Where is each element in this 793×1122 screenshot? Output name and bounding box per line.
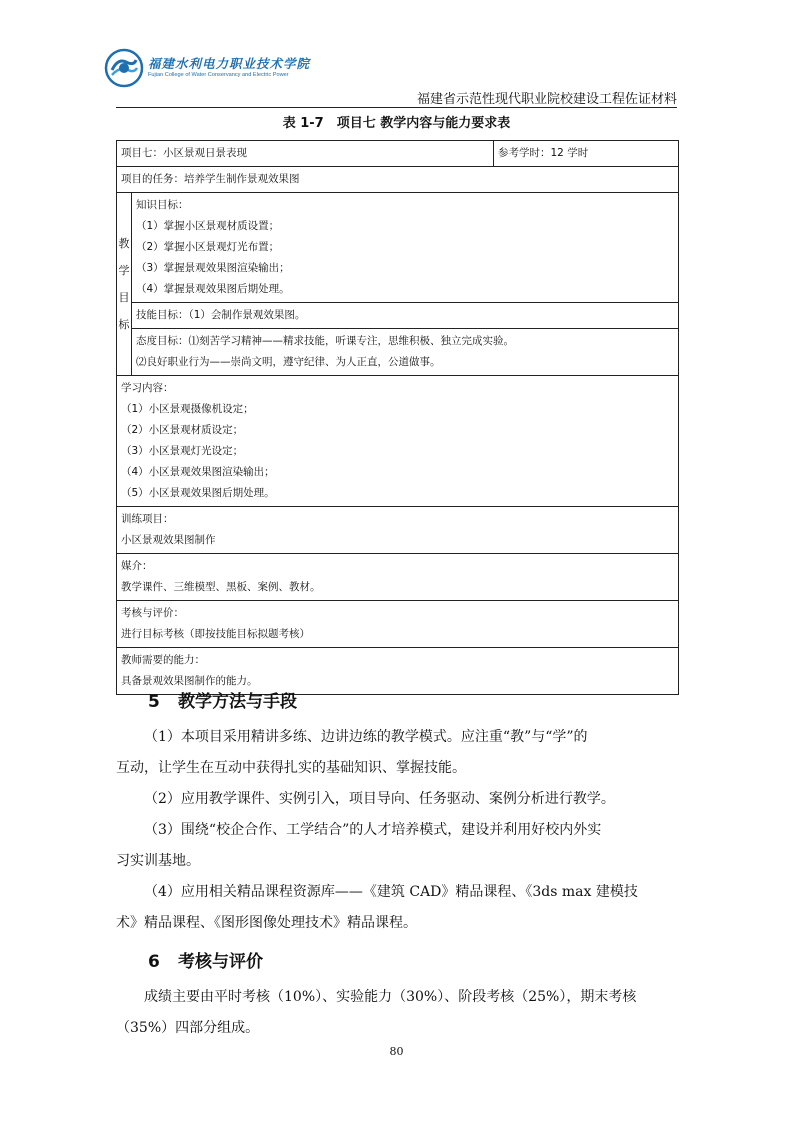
paragraph-line: 术》精品课程、《图形图像处理技术》精品课程。 [116, 915, 417, 931]
assessment-value: 进行目标考核（即按技能目标拟题考核） [121, 628, 310, 640]
table-title: 表 1-7 项目七 教学内容与能力要求表 [282, 116, 511, 131]
table-row [117, 376, 679, 507]
goals-label-char: 教 [118, 237, 130, 250]
goals-label-char: 学 [118, 264, 130, 277]
knowledge-item: （4）掌握景观效果图后期处理。 [136, 283, 290, 295]
media-cell [117, 554, 679, 601]
attitude-line: ⑵良好职业行为——崇尚文明，遵守纪律、为人正直，公道做事。 [136, 356, 441, 368]
training-cell [117, 507, 679, 554]
ability-title: 教师需要的能力： [121, 654, 205, 666]
assessment-cell [117, 601, 679, 648]
section-6-body [116, 982, 679, 1044]
ability-value: 具备景观效果图制作的能力。 [121, 675, 258, 687]
section-5-body [116, 722, 679, 939]
learning-item: （4）小区景观效果图渲染输出； [121, 466, 275, 478]
logo-english-name: Fujian College of Water Conservancy and Electric Power [148, 72, 289, 78]
paragraph-line: 习实训基地。 [116, 853, 200, 869]
learning-item: （1）小区景观摄像机设定； [121, 403, 254, 415]
paragraph-line: （1）本项目采用精讲多练、边讲边练的教学模式。应注重“教”与“学”的 [144, 729, 588, 745]
knowledge-item: （3）掌握景观效果图渲染输出； [136, 262, 290, 274]
section-5-heading [148, 687, 297, 712]
table-row [117, 601, 679, 648]
project-cell: 项目七：小区景观日景表现 [117, 141, 494, 167]
knowledge-item: （2）掌握小区景观灯光布置； [136, 241, 280, 253]
attitude-goals-cell [132, 329, 679, 376]
school-emblem-icon [104, 48, 144, 88]
section-number: 6 [148, 952, 160, 972]
media-title: 媒介： [121, 560, 153, 572]
table-row [117, 507, 679, 554]
section-number: 5 [148, 692, 160, 712]
table-row [117, 193, 679, 303]
logo-chinese-name: 福建水利电力职业技术学院 [148, 56, 311, 71]
table-row [117, 554, 679, 601]
knowledge-item: （1）掌握小区景观材质设置； [136, 220, 280, 232]
goals-label-char: 目 [118, 291, 130, 304]
header-divider [116, 107, 677, 108]
training-value: 小区景观效果图制作 [121, 534, 216, 546]
knowledge-goals-cell [132, 193, 679, 303]
section-6-heading [148, 947, 263, 972]
table-row [117, 329, 679, 376]
media-value: 教学课件、三维模型、黑板、案例、教材。 [121, 581, 321, 593]
goals-label-cell [117, 193, 132, 376]
goals-label-char: 标 [118, 318, 130, 331]
skill-goals-cell: 技能目标：（1）会制作景观效果图。 [132, 303, 679, 329]
table-row [117, 303, 679, 329]
learning-item: （3）小区景观灯光设定； [121, 445, 244, 457]
table-row [117, 141, 679, 167]
section-title: 教学方法与手段 [178, 692, 297, 712]
task-cell: 项目的任务：培养学生制作景观效果图 [117, 167, 679, 193]
paragraph-line: 成绩主要由平时考核（10%）、实验能力（30%）、阶段考核（25%），期末考核 [144, 989, 637, 1005]
page-header [0, 0, 793, 110]
institution-header: 福建省示范性现代职业院校建设工程佐证材料 [416, 92, 677, 107]
assessment-title: 考核与评价： [121, 607, 184, 619]
table-row [117, 167, 679, 193]
school-logo [104, 48, 311, 92]
paragraph-line: （4）应用相关精品课程资源库——《建筑 CAD》精品课程、《3ds max 建模技 [144, 884, 638, 900]
content-requirements-table [116, 140, 679, 695]
paragraph-line: 互动，让学生在互动中获得扎实的基础知识、掌握技能。 [116, 760, 466, 776]
section-title: 考核与评价 [178, 952, 263, 972]
learning-content-cell [117, 376, 679, 507]
page-number: 80 [389, 1045, 404, 1058]
training-title: 训练项目： [121, 513, 174, 525]
paragraph-line: （2）应用教学课件、实例引入，项目导向、任务驱动、案例分析进行教学。 [144, 791, 615, 807]
knowledge-title: 知识目标： [136, 199, 189, 211]
paragraph-line: （35%）四部分组成。 [116, 1020, 260, 1036]
paragraph-line: （3）围绕“校企合作、工学结合”的人才培养模式，建设并利用好校内外实 [144, 822, 602, 838]
learning-item: （2）小区景观材质设定； [121, 424, 244, 436]
hours-cell: 参考学时：12 学时 [494, 141, 679, 167]
learning-title: 学习内容： [121, 382, 174, 394]
learning-item: （5）小区景观效果图后期处理。 [121, 487, 275, 499]
attitude-line: 态度目标：⑴刻苦学习精神——精求技能，听课专注，思维积极、独立完成实验。 [136, 335, 514, 347]
